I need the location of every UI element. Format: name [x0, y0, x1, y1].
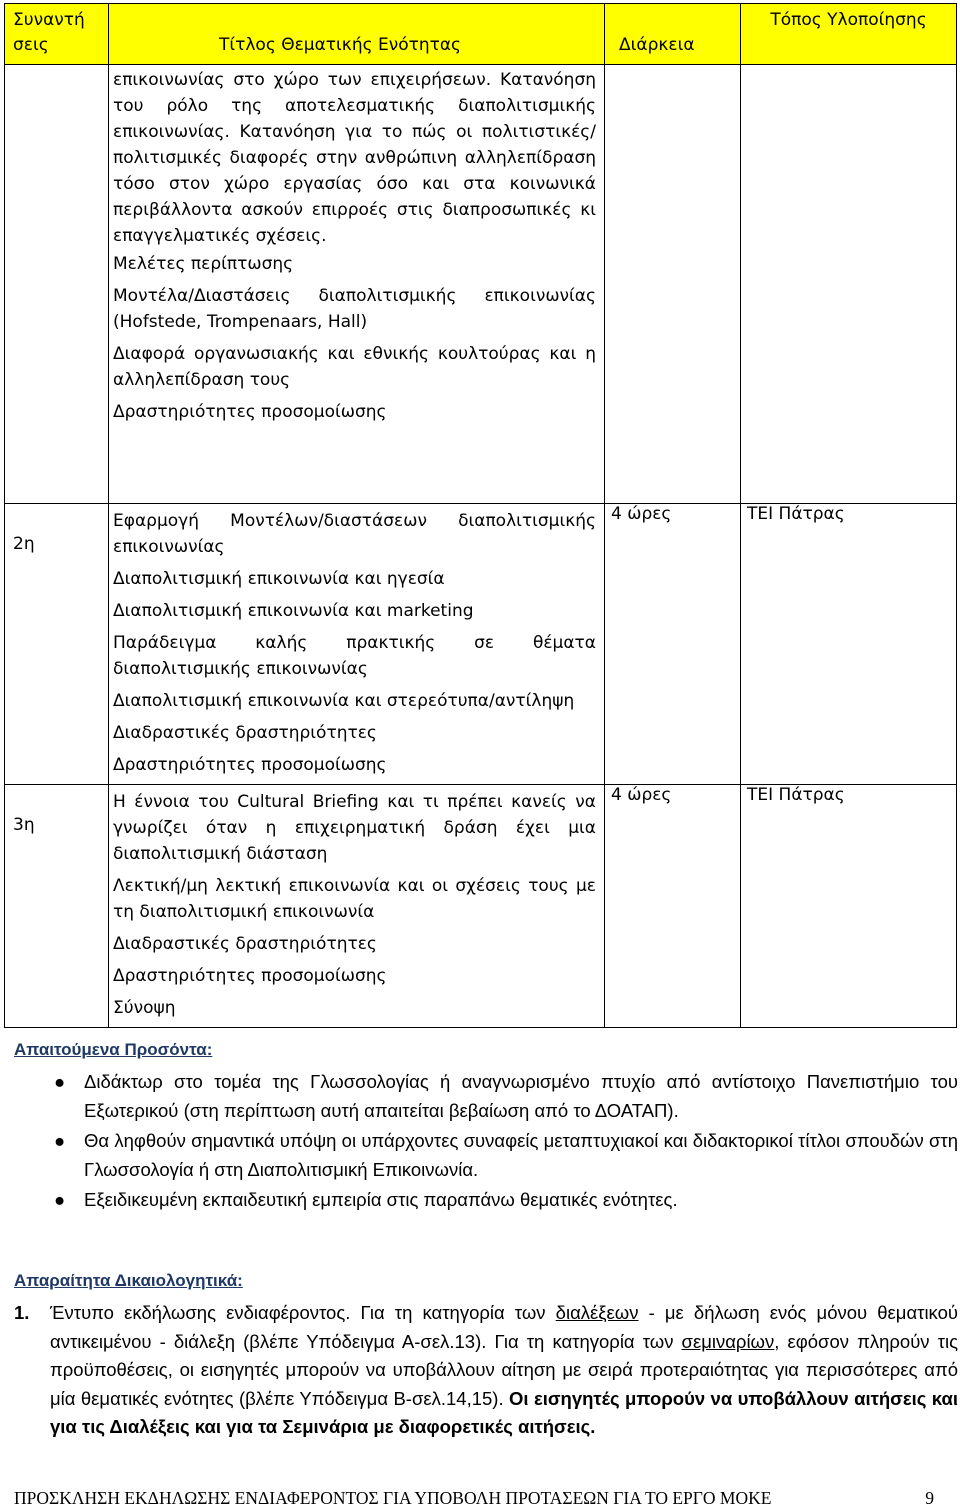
- requirements-heading: Απαιτούμενα Προσόντα:: [14, 1040, 213, 1059]
- cell-duration: 4 ώρες: [605, 504, 741, 785]
- cell-place-empty: [741, 65, 957, 504]
- list-item: [14, 1068, 958, 1125]
- bullet-icon: ●: [54, 1071, 66, 1092]
- requirement-text: Θα ληφθούν σημαντικά υπόψη οι υπάρχοντες συναφείς μεταπτυχιακοί και διδακτορικοί τίτλοι σπουδών στη Γλωσσολογία ή στη Διαπολιτισμική Επικοινωνία.: [84, 1130, 958, 1180]
- cell-place: ΤΕΙ Πάτρας: [741, 785, 957, 1028]
- cell-session: 3η: [5, 785, 109, 1028]
- topic-item: Παράδειγμα καλής πρακτικής σε θέματα διαπολιτισμικής επικοινωνίας: [113, 633, 596, 679]
- cell-duration: 4 ώρες: [605, 785, 741, 1028]
- list-item: [14, 1127, 958, 1184]
- table-row-session-3: [5, 785, 957, 1028]
- lectures-term: διαλέξεων: [555, 1302, 639, 1323]
- topic-item: Η έννοια του Cultural Briefing και τι πρέπει κανείς να γνωρίζει όταν η επιχειρηματική δράση έχει μια διαπολιτισμική διάσταση: [113, 792, 596, 864]
- header-place: Τόπος Υλοποίησης: [741, 4, 957, 65]
- cell-session: 2η: [5, 504, 109, 785]
- topic-item: Διαδραστικές δραστηριότητες: [113, 934, 377, 954]
- cell-topics: [109, 504, 605, 785]
- topic-item: Μελέτες περίπτωσης: [113, 254, 294, 274]
- documents-section: [14, 1271, 958, 1442]
- document-note-bold: Οι εισηγητές μπορούν να υποβάλλουν αιτήσεις και για τις Διαλέξεις και για τα Σεμινάρια με διαφορετικές αιτήσεις.: [50, 1387, 958, 1437]
- requirement-text: Εξειδικευμένη εκπαιδευτική εμπειρία στις παραπάνω θεματικές ενότητες.: [84, 1189, 678, 1210]
- documents-heading: Απαραίτητα Δικαιολογητικά:: [14, 1271, 243, 1290]
- document-text: , εφόσον πληρούν τις προϋποθέσεις, οι εισηγητές μπορούν να υποβάλλουν αίτηση με σειρά προτεραιότητας για περισσότερες από μία θεματικές ενότητες (βλέπε Υπόδειγμα Β-σελ.14,15).: [50, 1330, 958, 1409]
- page-footer: [14, 1488, 944, 1509]
- list-item: [14, 1299, 958, 1442]
- header-title: Τίτλος Θεματικής Ενότητας: [109, 4, 605, 65]
- topic-item: Διαπολιτισμική επικοινωνία και ηγεσία: [113, 569, 445, 589]
- topic-item: Δραστηριότητες προσομοίωσης: [113, 402, 387, 422]
- topic-item: Εφαρμογή Μοντέλων/διαστάσεων διαπολιτισμικής επικοινωνίας: [113, 511, 596, 557]
- topic-item: Μοντέλα/Διαστάσεις διαπολιτισμικής επικοινωνίας (Hofstede, Trompenaars, Hall): [113, 286, 596, 332]
- topic-item: Σύνοψη: [113, 998, 176, 1018]
- list-item: [14, 1186, 958, 1215]
- cell-session-empty: [5, 65, 109, 504]
- table-header-row: [5, 4, 957, 65]
- header-duration: Διάρκεια: [605, 4, 741, 65]
- topic-item: Διαπολιτισμική επικοινωνία και marketing: [113, 601, 474, 621]
- table-row-continuation: [5, 65, 957, 504]
- item-number: 1.: [14, 1302, 30, 1323]
- topic-item: Δραστηριότητες προσομοίωσης: [113, 966, 387, 986]
- topic-item: Δραστηριότητες προσομοίωσης: [113, 755, 387, 775]
- topic-item: Λεκτική/μη λεκτική επικοινωνία και οι σχέσεις τους με τη διαπολιτισμική επικοινωνία: [113, 876, 596, 922]
- cell-place: ΤΕΙ Πάτρας: [741, 504, 957, 785]
- seminars-term: σεμιναρίων: [681, 1330, 775, 1352]
- document-text: Έντυπο εκδήλωσης ενδιαφέροντος. Για τη κατηγορία των: [50, 1302, 556, 1323]
- cell-duration-empty: [605, 65, 741, 504]
- topic-item: Διαδραστικές δραστηριότητες: [113, 723, 377, 743]
- topic-intro: επικοινωνίας στο χώρο των επιχειρήσεων. Κατανόηση του ρόλο της αποτελεσματικής διαπολιτισμικής επικοινωνίας. Κατανόηση για το πώς οι πολιτιστικές/πολιτισμικές διαφορές στην ανθρώπινη αλληλεπίδραση τόσο στον χώρο εργασίας όσο και στα κοινωνικά περιβάλλοντα ασκούν επιρροές στις διαπροσωπικές κι επαγγελματικές σχέσεις.: [113, 70, 596, 246]
- requirements-list: [14, 1068, 958, 1215]
- footer-text: ΠΡΟΣΚΛΗΣΗ ΕΚΔΗΛΩΣΗΣ ΕΝΔΙΑΦΕΡΟΝΤΟΣ ΓΙΑ ΥΠΟΒΟΛΗ ΠΡΟΤΑΣΕΩΝ ΓΙΑ ΤΟ ΕΡΓΟ ΜΟΚΕ: [14, 1488, 772, 1508]
- documents-list: [14, 1299, 958, 1442]
- requirement-text: Διδάκτωρ στο τομέα της Γλωσσολογίας ή αναγνωρισμένο πτυχίο από αντίστοιχο Πανεπιστήμιο του Εξωτερικού (στη περίπτωση αυτή απαιτείται βεβαίωση από το ΔΟΑΤΑΠ).: [84, 1071, 958, 1121]
- topic-item: Διαπολιτισμική επικοινωνία και στερεότυπα/αντίληψη: [113, 691, 575, 711]
- document-text: - με δήλωση ενός μόνου θεματικού αντικειμένου - διάλεξη (βλέπε Υπόδειγμα Α-σελ.13). Για τη κατηγορία των: [50, 1302, 958, 1352]
- requirements-section: [14, 1040, 958, 1217]
- bullet-icon: ●: [54, 1189, 66, 1210]
- cell-topics-continuation: [109, 65, 605, 504]
- schedule-table: [4, 3, 957, 1028]
- topic-item: Διαφορά οργανωσιακής και εθνικής κουλτούρας και η αλληλεπίδραση τους: [113, 344, 596, 390]
- cell-topics: [109, 785, 605, 1028]
- header-sessions: Συναντή σεις: [5, 4, 109, 65]
- table-row-session-2: [5, 504, 957, 785]
- page-number: 9: [925, 1488, 934, 1508]
- bullet-icon: ●: [54, 1130, 66, 1151]
